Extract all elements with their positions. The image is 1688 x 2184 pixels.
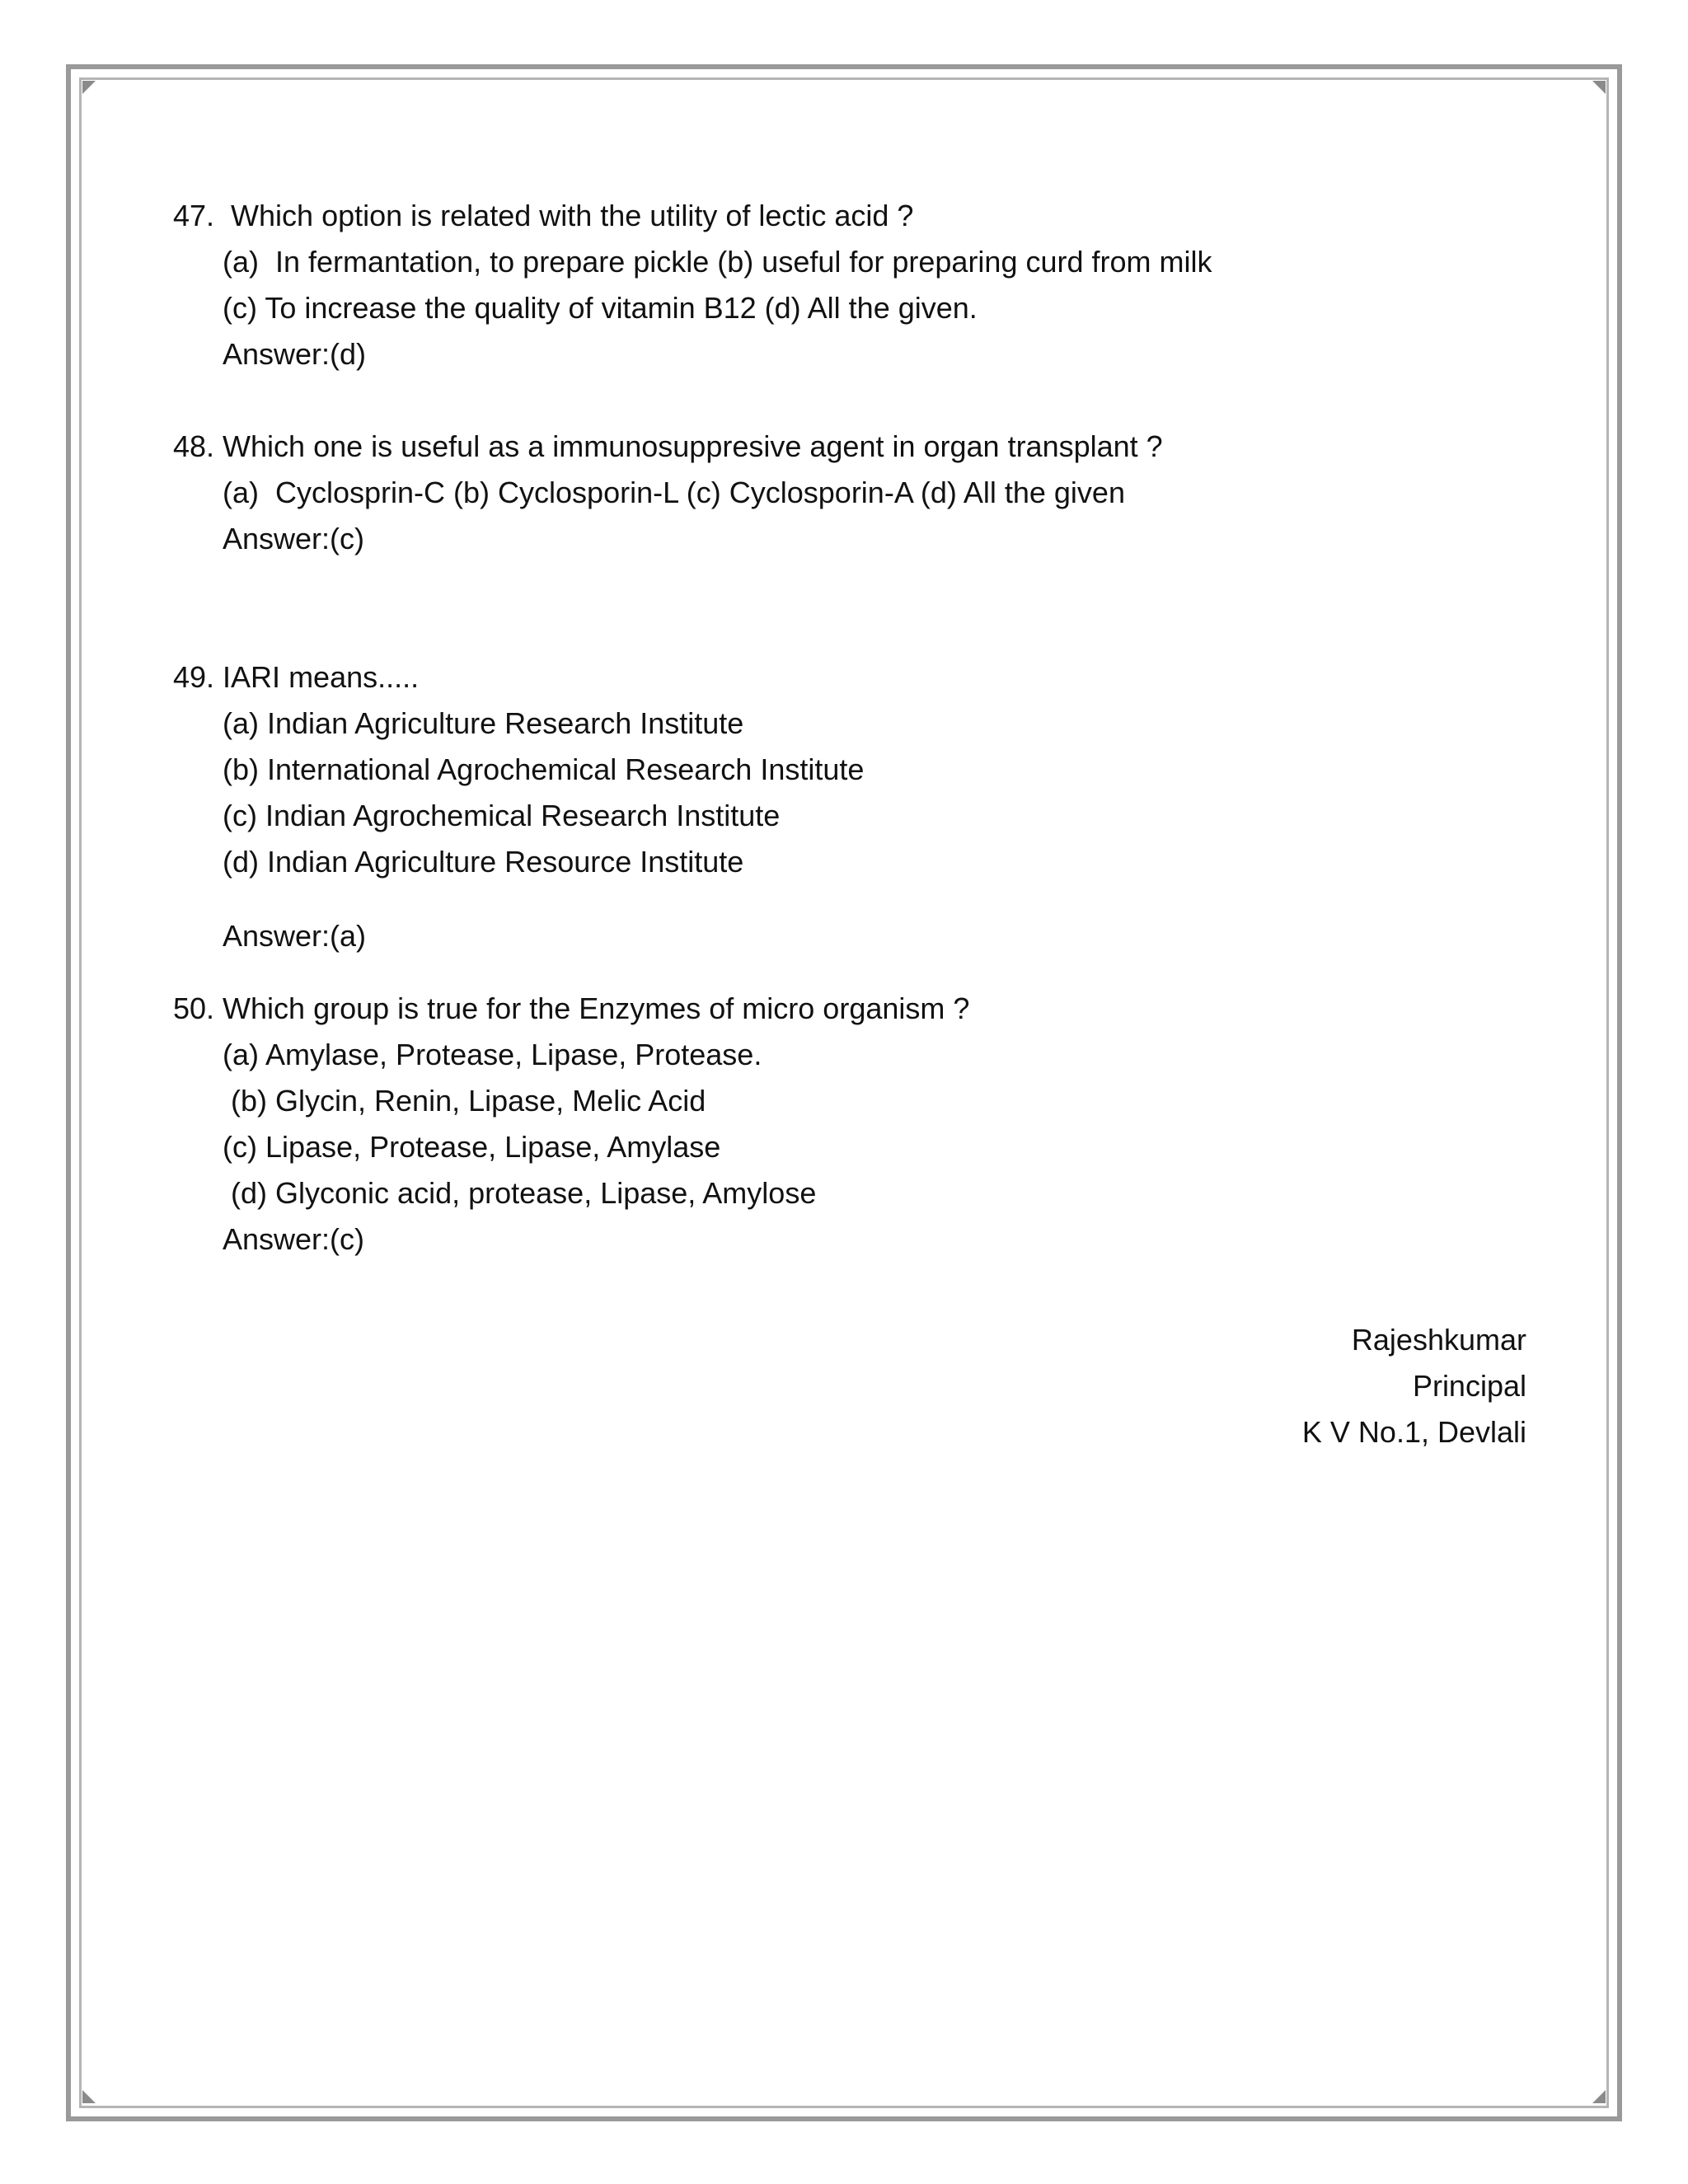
- question-49: 49. IARI means.....: [173, 660, 420, 694]
- question-47-options-line-2: (c) To increase the quality of vitamin B12 (d) All the given.: [223, 291, 978, 325]
- question-47-options-line-1: (a) In fermantation, to prepare pickle (b) useful for preparing curd from milk: [223, 245, 1212, 279]
- signature-title: Principal: [1412, 1369, 1526, 1403]
- question-50-option-b: (b) Glycin, Renin, Lipase, Melic Acid: [223, 1084, 706, 1118]
- question-50-answer: Answer:(c): [223, 1222, 365, 1256]
- question-49-option-b: (b) International Agrochemical Research Institute: [223, 752, 865, 786]
- question-49-option-d: (d) Indian Agriculture Resource Institute: [223, 845, 744, 879]
- question-50: 50. Which group is true for the Enzymes of micro organism ?: [173, 991, 970, 1025]
- signature-school: K V No.1, Devlali: [1301, 1415, 1526, 1449]
- signature-name: Rajeshkumar: [1351, 1323, 1526, 1357]
- question-49-answer: Answer:(a): [223, 919, 367, 953]
- question-49-option-c: (c) Indian Agrochemical Research Institute: [223, 799, 781, 832]
- question-48-options-line-1: (a) Cyclosprin-C (b) Cyclosporin-L (c) Cyclosporin-A (d) All the given: [223, 476, 1125, 509]
- question-48: 48. Which one is useful as a immunosuppresive agent in organ transplant ?: [173, 429, 1163, 463]
- signature-block: [1302, 1317, 1526, 1455]
- question-50-option-c: (c) Lipase, Protease, Lipase, Amylase: [223, 1130, 721, 1164]
- question-48-answer: Answer:(c): [223, 522, 365, 555]
- question-50-option-a: (a) Amylase, Protease, Lipase, Protease.: [223, 1038, 762, 1071]
- question-47-answer: Answer:(d): [223, 337, 367, 371]
- question-50-option-d: (d) Glyconic acid, protease, Lipase, Amylose: [223, 1176, 817, 1210]
- question-49-option-a: (a) Indian Agriculture Research Institute: [223, 706, 744, 740]
- question-47: 47. Which option is related with the utility of lectic acid ?: [173, 199, 914, 232]
